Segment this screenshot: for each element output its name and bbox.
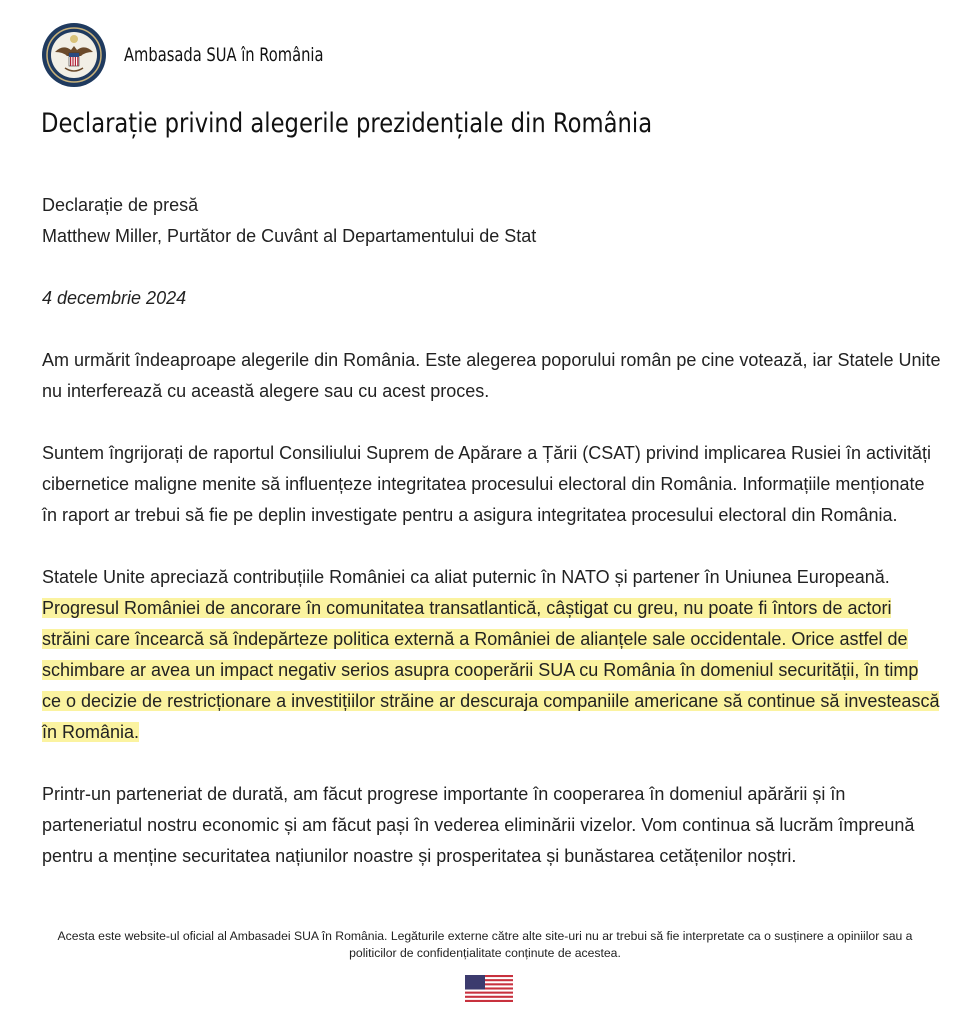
paragraph-1: Am urmărit îndeaproape alegerile din România. Este alegerea poporului român pe cine votează, iar Statele Unite nu interferează cu această alegere sau cu acest proces. [42,350,941,401]
us-great-seal-icon[interactable] [41,22,107,88]
author-line: Matthew Miller, Purtător de Cuvânt al Departamentului de Stat [42,226,537,246]
paragraph-2: Suntem îngrijorați de raportul Consiliului Suprem de Apărare a Țării (CSAT) privind implicarea Rusiei în activități cibernetice maligne menite să influențeze integritatea procesului electoral din România. Informațiile menționate în raport ar trebui să fie pe deplin investigate pentru a asigura integritatea procesului electoral din România. [42,443,932,525]
us-flag-icon [465,975,513,1002]
article-body [42,190,942,903]
publish-date: 4 decembrie 2024 [42,288,187,308]
paragraph-3 [42,562,942,748]
paragraph-4: Printr-un parteneriat de durată, am făcut progrese importante în cooperarea în domeniul apărării și în parteneriatul nostru economic și am făcut pași în vederea eliminării vizelor. Vom continua să lucrăm împreună pentru a menține securitatea națiunilor noastre și prosperitatea și bunăstarea cetățenilor noștri. [42,784,915,866]
paragraph-3-lead: Statele Unite apreciază contribuțiile României ca aliat puternic în NATO și partener în Uniunea Europeană. [42,567,890,587]
site-header [41,22,356,88]
page-title: Declarație privind alegerile prezidențiale din România [41,108,653,139]
footer-disclaimer: Acesta este website-ul oficial al Ambasadei SUA în România. Legăturile externe către alte site-uri nu ar trebui să fie interpretate ca o susținere a opiniilor sau a politicilor de confidențialitate conținute de acestea. [57,929,913,960]
press-type: Declarație de presă [42,195,199,215]
site-name[interactable]: Ambasada SUA în România [124,44,324,66]
highlighted-text: Progresul României de ancorare în comunitatea transatlantică, câștigat cu greu, nu poate fi întors de actori străini care încearcă să îndepărteze politica externă a României de alianțele sale occidentale. Orice astfel de schimbare ar avea un impact negativ serios asupra cooperării SUA cu România în domeniul securității, în timp ce o decizie de restricționare a investițiilor străine ar descuraja companiile americane să continue să investească în România. [42,598,940,742]
press-meta [42,190,942,252]
